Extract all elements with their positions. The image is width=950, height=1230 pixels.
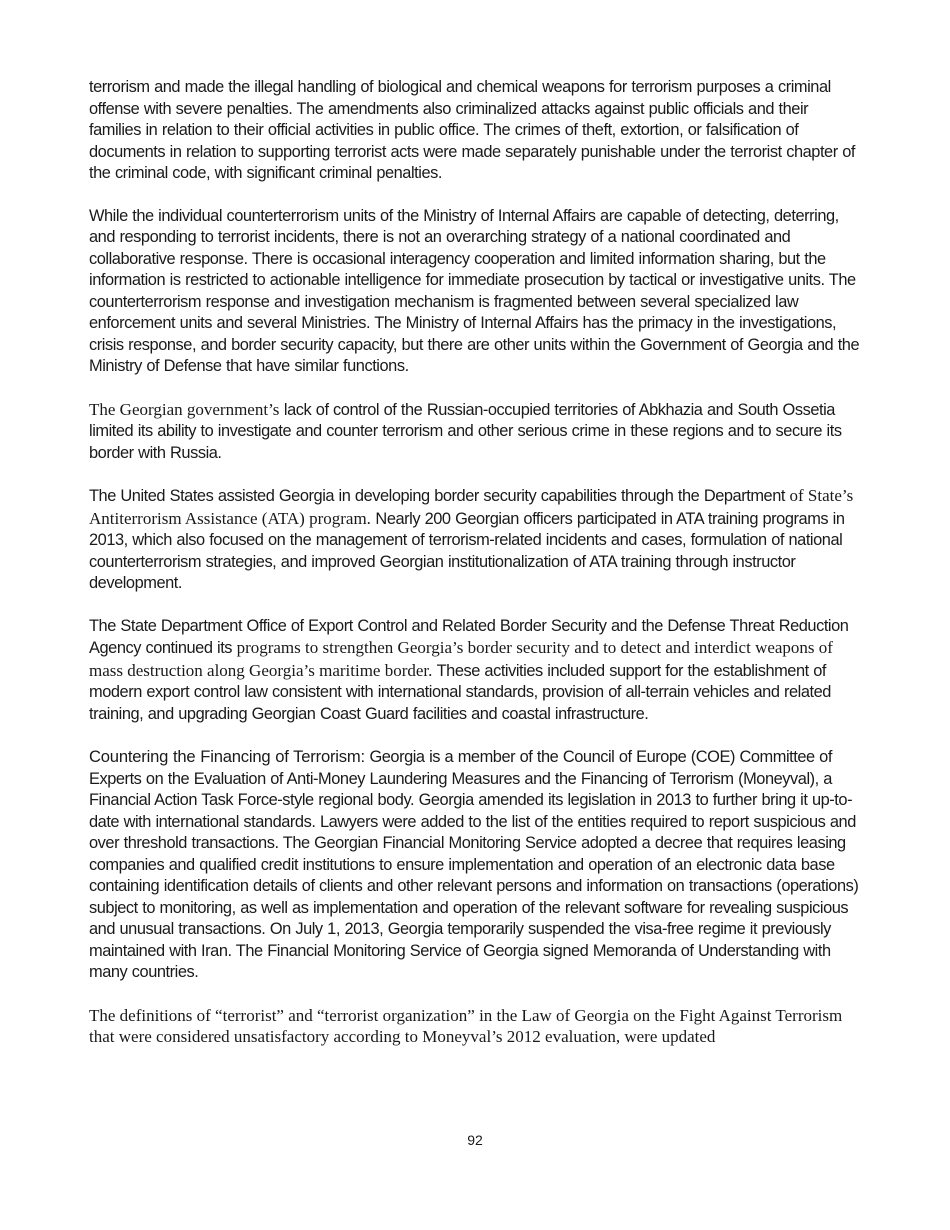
paragraph-text: terrorism and made the illegal handling of biological and chemical weapons for terrorism purposes a criminal offense with severe penalties. The amendments also criminalized attacks against public officials and their families in relation to their official activities in public office. The crimes of theft, extortion, or falsification of documents in relation to supporting terrorist acts were made separately punishable under the terrorist chapter of the criminal code, with significant criminal penalties.	[89, 78, 856, 182]
paragraph-text-serif: The definitions of “terrorist” and “terrorist organization” in the Law of Georgia on the Fight Against Terrorism that were considered unsatisfactory according to Moneyval’s 2012 evaluation, were updated	[89, 1005, 843, 1046]
paragraph-export-control	[89, 616, 864, 726]
paragraph-text: Georgia is a member of the Council of Europe (COE) Committee of Experts on the Evaluation of Anti-Money Laundering Measures and the Financing of Terrorism (Moneyval), a Financial Action Task Force-style regional body. Georgia amended its legislation in 2013 to further bring it up-to-date with international standards. Lawyers were added to the list of the entities required to report suspicious and over threshold transactions. The Georgian Financial Monitoring Service adopted a decree that requires leasing companies and qualified credit institutions to ensure implementation and operation of an electronic data base containing identification details of clients and other relevant persons and information on transactions (operations) subject to monitoring, as well as implementation and operation of the relevant software for revealing suspicious and unusual transactions. On July 1, 2013, Georgia temporarily suspended the visa-free regime it previously maintained with Iran. The Financial Monitoring Service of Georgia signed Memoranda of Understanding with many countries.	[89, 748, 859, 981]
section-heading-inline: Countering the Financing of Terrorism:	[89, 747, 365, 766]
paragraph-text: Nearly 200 Georgian officers participated in ATA training programs in 2013, which also focused on the management of terrorism-related incidents and cases, formulation of national counterterrorism strategies, and improved Georgian institutionalization of ATA training through instructor development.	[89, 509, 845, 592]
document-body	[89, 77, 864, 1069]
paragraph-text-serif: The Georgian government’s	[89, 399, 280, 419]
paragraph-text: The State Department Office of Export Control and Related Border Security and the Defense Threat Reduction Agency continued its	[89, 616, 849, 657]
paragraph-text-serif: of State’s Antiterrorism Assistance (ATA) program.	[89, 486, 854, 528]
paragraph-text: The United States assisted Georgia in developing border security capabilities through the Department	[89, 487, 790, 505]
paragraph-text: These activities included support for the establishment of modern export control law consistent with international standards, provision of all-terrain vehicles and related training, and upgrading Georgian Coast Guard facilities and coastal infrastructure.	[89, 661, 831, 723]
paragraph-occupied-territories	[89, 399, 864, 465]
paragraph-ata-program	[89, 485, 864, 595]
paragraph-financing-of-terrorism	[89, 746, 864, 984]
page-number: 92	[467, 1132, 483, 1148]
paragraph-text: lack of control of the Russian-occupied territories of Abkhazia and South Ossetia limited its ability to investigate and counter terrorism and other serious crime in these regions and to secure its border with Russia.	[89, 400, 842, 462]
paragraph-terrorist-definitions	[89, 1005, 864, 1048]
paragraph-criminal-code-amendments	[89, 77, 864, 185]
paragraph-counterterrorism-units	[89, 206, 864, 378]
paragraph-text: While the individual counterterrorism units of the Ministry of Internal Affairs are capable of detecting, deterring, and responding to terrorist incidents, there is not an overarching strategy of a national coordinated and collaborative response. There is occasional interagency cooperation and limited information sharing, but the information is restricted to actionable intelligence for immediate prosecution by tactical or investigative units. The counterterrorism response and investigation mechanism is fragmented between several specialized law enforcement units and several Ministries. The Ministry of Internal Affairs has the primacy in the investigations, crisis response, and border security capacity, but there are other units within the Government of Georgia and the Ministry of Defense that have similar functions.	[89, 206, 860, 375]
paragraph-text-serif: programs to strengthen Georgia’s border security and to detect and interdict weapons of mass destruction along Georgia’s maritime border.	[89, 638, 833, 680]
